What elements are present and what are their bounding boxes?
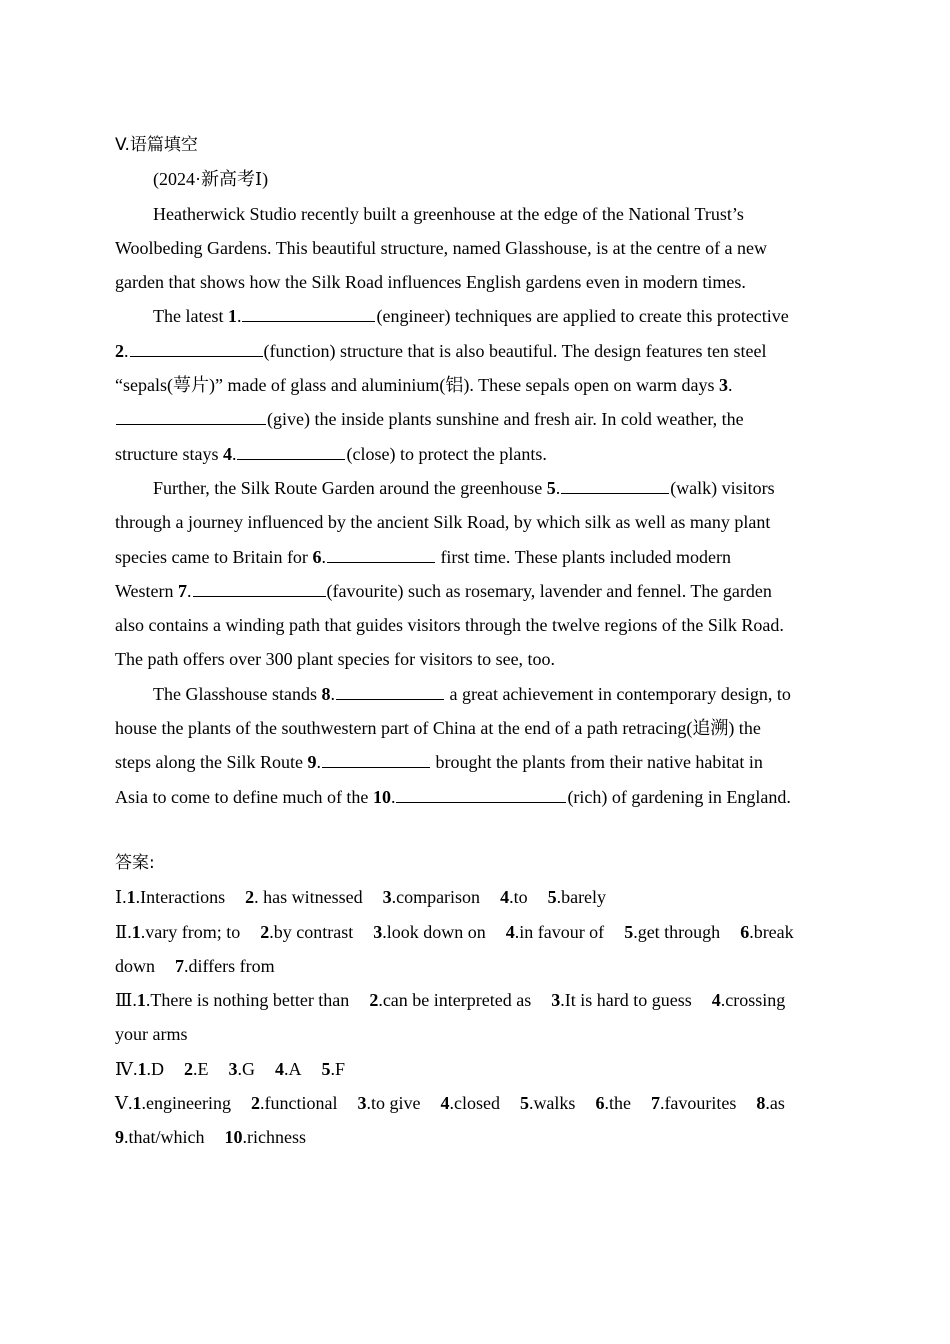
answer-row-1: Ⅰ.1.Interactions 2. has witnessed 3.comparison 4.to 5.barely: [115, 887, 607, 908]
passage-line: Further, the Silk Route Garden around the greenhouse 5. (walk) visitors: [115, 471, 835, 505]
passage-line: Woolbeding Gardens. This beautiful structure, named Glasshouse, is at the centre of a new: [115, 237, 768, 258]
answer-row-4: Ⅳ.1.D 2.E 3.G 4.A 5.F: [115, 1058, 345, 1079]
passage-line: 2. (function) structure that is also beautiful. The design features ten steel: [115, 334, 835, 368]
answers-label: 答案:: [115, 852, 155, 873]
blank-number: 7: [178, 580, 188, 601]
blank-number: 3: [719, 375, 729, 396]
blank-4[interactable]: [237, 441, 345, 460]
passage-line: The Glasshouse stands 8. a great achievement in contemporary design, to: [115, 677, 835, 711]
section-heading: V.语篇填空: [115, 135, 198, 155]
passage-line: through a journey influenced by the ancient Silk Road, by which silk as well as many plant: [115, 512, 771, 533]
answer-row-2-cont: down 7.differs from: [115, 955, 275, 976]
blank-1[interactable]: [242, 303, 375, 322]
blank-number: 9: [307, 752, 317, 773]
passage-line: house the plants of the southwestern part of China at the end of a path retracing(追溯) the: [115, 718, 761, 739]
passage-line: also contains a winding path that guides visitors through the twelve regions of the Silk Road.: [115, 615, 784, 636]
blank-number: 1: [227, 306, 237, 327]
blank-number: 5: [546, 477, 556, 498]
passage-line: species came to Britain for 6. first time. These plants included modern: [115, 540, 835, 574]
answer-row-5: Ⅴ.1.engineering 2.functional 3.to give 4.closed 5.walks 6.the 7.favourites 8.as: [115, 1093, 785, 1114]
passage-line: “sepals(萼片)” made of glass and aluminium(铝). These sepals open on warm days 3.: [115, 375, 733, 396]
passage-line: Heatherwick Studio recently built a greenhouse at the edge of the National Trust’s: [153, 203, 744, 224]
passage-line: The latest 1. (engineer) techniques are applied to create this protective: [115, 299, 835, 333]
answer-row-2: Ⅱ.1.vary from; to 2.by contrast 3.look down on 4.in favour of 5.get through 6.break: [115, 921, 794, 942]
passage-line: steps along the Silk Route 9. brought the plants from their native habitat in: [115, 745, 835, 779]
passage-line: The path offers over 300 plant species for visitors to see, too.: [115, 649, 556, 670]
blank-5[interactable]: [561, 475, 669, 494]
passage-line: (give) the inside plants sunshine and fresh air. In cold weather, the: [115, 402, 835, 436]
passage-line: Asia to come to define much of the 10. (rich) of gardening in England.: [115, 780, 835, 814]
blank-number: 10: [372, 786, 391, 807]
passage-line: structure stays 4. (close) to protect the plants.: [115, 437, 835, 471]
passage-line: Western 7. (favourite) such as rosemary, lavender and fennel. The garden: [115, 574, 835, 608]
blank-number: 4: [222, 443, 232, 464]
blank-10[interactable]: [396, 784, 566, 803]
blank-6[interactable]: [327, 544, 435, 563]
blank-2[interactable]: [130, 338, 263, 357]
blank-9[interactable]: [322, 749, 430, 768]
answer-row-3-cont: your arms: [115, 1024, 188, 1045]
blank-number: 8: [321, 683, 331, 704]
answer-row-5-cont: 9.that/which 10.richness: [115, 1127, 306, 1148]
blank-number: 6: [312, 546, 322, 567]
section-source: (2024·新高考Ⅰ): [153, 169, 269, 190]
passage-line: garden that shows how the Silk Road influences English gardens even in modern times.: [115, 272, 746, 293]
blank-7[interactable]: [193, 578, 326, 597]
blank-3[interactable]: [116, 406, 266, 425]
blank-number: 2: [115, 340, 124, 361]
blank-8[interactable]: [336, 681, 444, 700]
answer-row-3: Ⅲ.1.There is nothing better than 2.can be interpreted as 3.It is hard to guess 4.crossing: [115, 990, 786, 1011]
